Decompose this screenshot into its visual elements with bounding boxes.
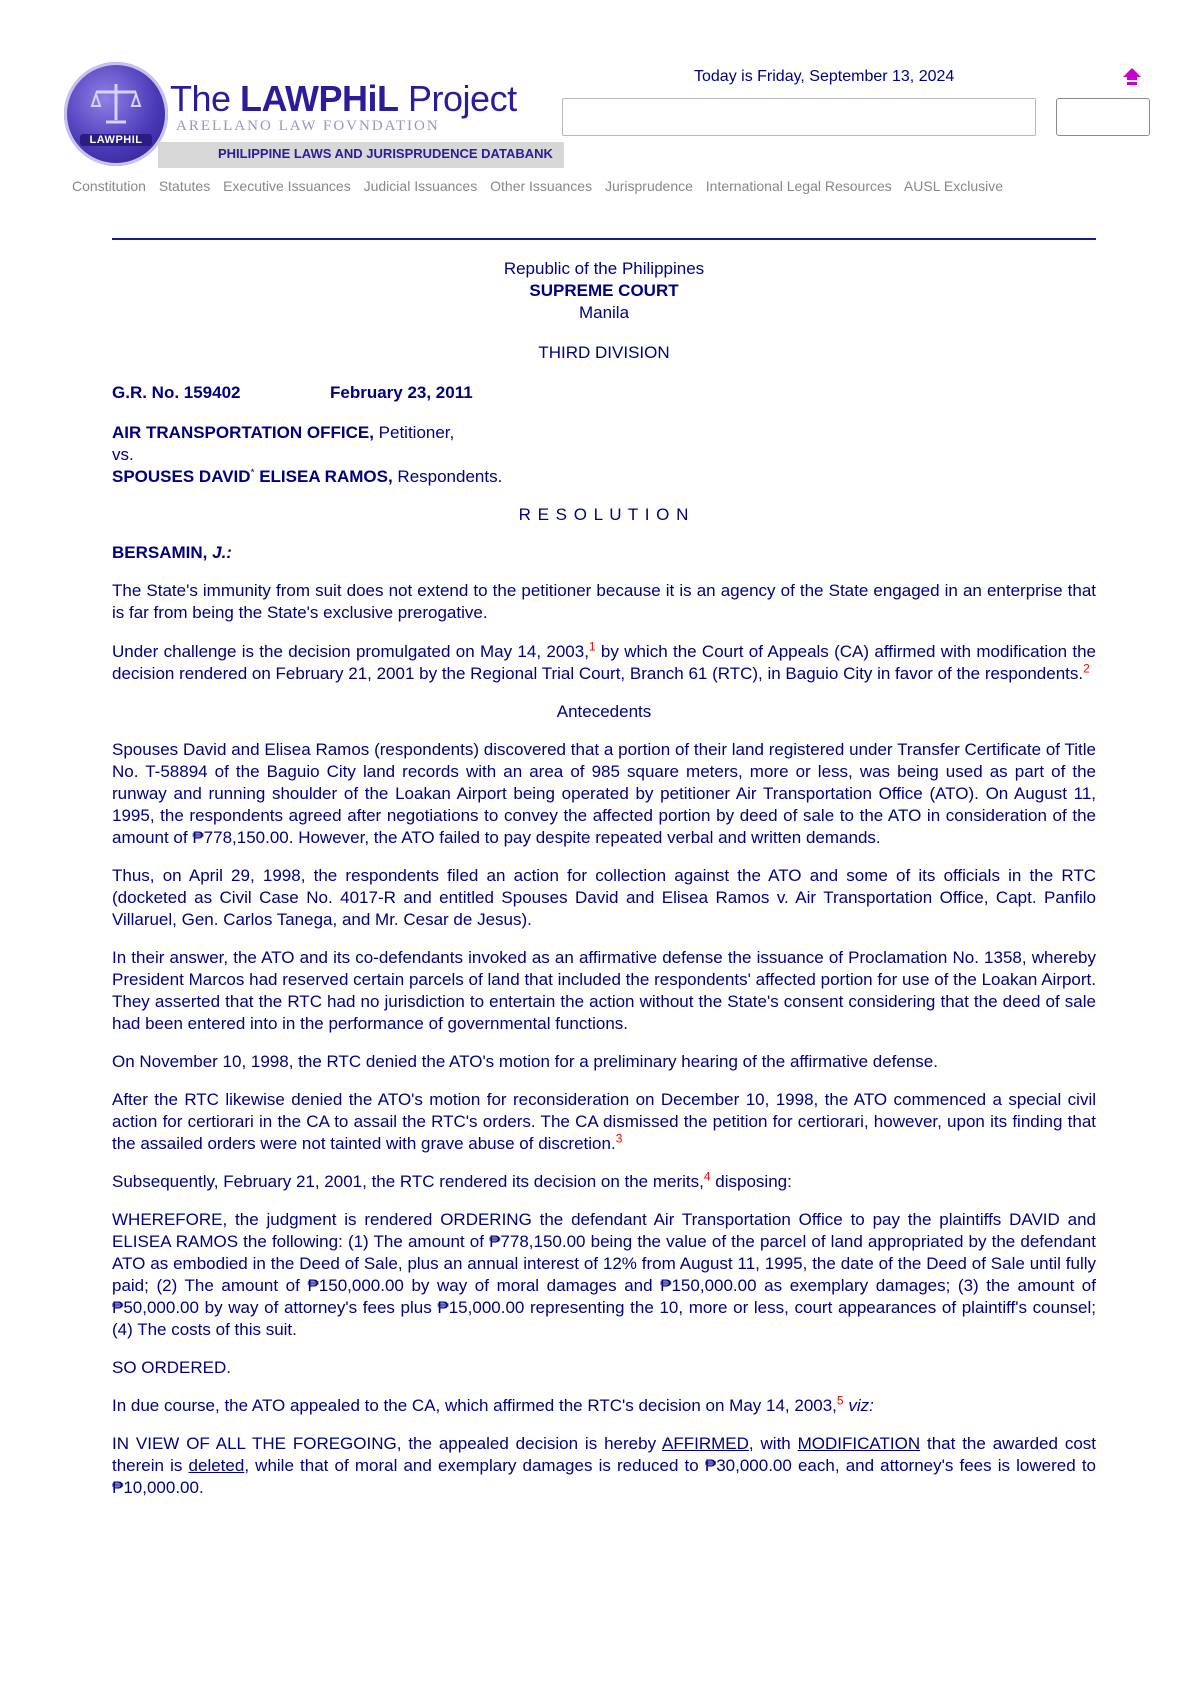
ca-dispositive-text-c: that the awarded cost therein is bbox=[112, 1434, 1096, 1475]
petitioner-line bbox=[112, 422, 1096, 444]
paragraph-6: On November 10, 1998, the RTC denied the ATO's motion for a preliminary hearing of the affirmative defense. bbox=[112, 1052, 938, 1071]
paragraph-3: Spouses David and Elisea Ramos (respondents) discovered that a portion of their land registered under Transfer Certificate of Title No. T-58894 of the Baguio City land records with an area of 985 square meters, more or less, was being used as part of the runway and running shoulder of the Loakan Airport being operated by petitioner Air Transportation Office (ATO). On August 11, 1995, the respondents agreed after negotiations to convey the affected portion by deed of sale to the ATO in consideration of the amount of ₱778,150.00. However, the ATO failed to pay despite repeated verbal and written demands. bbox=[112, 740, 1096, 847]
footnote-5-link[interactable]: 5 bbox=[836, 1393, 844, 1408]
ca-dispositive-text-a: IN VIEW OF ALL THE FOREGOING, the appealed decision is hereby bbox=[112, 1434, 663, 1453]
scales-of-justice-seal-icon bbox=[64, 62, 168, 166]
paragraph-2-text-a: Under challenge is the decision promulgated on May 14, 2003, bbox=[112, 642, 589, 661]
respondent-name-b: ELISEA RAMOS, bbox=[254, 467, 393, 486]
deleted-word: deleted bbox=[188, 1456, 245, 1475]
search-input[interactable] bbox=[562, 98, 1036, 136]
resolution-heading: R E S O L U T I O N bbox=[518, 505, 690, 524]
paragraph-7 bbox=[112, 1089, 1096, 1155]
nav-other-issuances[interactable]: Other Issuances bbox=[490, 178, 593, 194]
ca-dispositive-text-b: , with bbox=[748, 1434, 798, 1453]
so-ordered: SO ORDERED. bbox=[112, 1358, 232, 1377]
respondent-role: Respondents. bbox=[392, 467, 503, 486]
respondent-name-a: SPOUSES DAVID bbox=[112, 467, 251, 486]
seal-label: LAWPHIL bbox=[80, 134, 152, 146]
court-name: SUPREME COURT bbox=[529, 281, 679, 300]
logo-title-suffix: Project bbox=[398, 78, 517, 119]
logo-title-bold: LAWPHiL bbox=[240, 78, 399, 119]
paragraph-5: In their answer, the ATO and its co-defendants invoked as an affirmative defense the issuance of Proclamation No. 1358, whereby President Marcos had reserved certain parcels of land that included the respondents' affected portion for use of the Loakan Airport. They asserted that the RTC had no jurisdiction to entertain the action without the State's consent considering that the deed of sale had been entered into in the performance of governmental functions. bbox=[112, 948, 1096, 1033]
ponente-title: J.: bbox=[212, 543, 232, 562]
ca-dispositive bbox=[112, 1433, 1096, 1499]
site-logo[interactable] bbox=[58, 56, 564, 170]
decision-document bbox=[112, 258, 1096, 1499]
footnote-4-link[interactable]: 4 bbox=[703, 1169, 711, 1184]
petitioner-role: Petitioner, bbox=[373, 423, 455, 442]
ca-dispositive-text-d: , while that of moral and exemplary damages is reduced to ₱30,000.00 each, and attorney's fees is lowered to ₱10,000.00. bbox=[112, 1456, 1097, 1497]
logo-subtitle: ARELLANO LAW FOVNDATION bbox=[176, 118, 440, 134]
paragraph-1: The State's immunity from suit does not extend to the petitioner because it is an agency of the State engaged in an enterprise that is far from being the State's exclusive prerogative. bbox=[112, 581, 1096, 622]
republic-line: Republic of the Philippines bbox=[503, 259, 705, 278]
nav-ausl-exclusive[interactable]: AUSL Exclusive bbox=[903, 178, 1003, 194]
logo-title-plain: The bbox=[170, 78, 241, 119]
paragraph-2-text-b: by which the Court of Appeals (CA) affirmed with modification the decision rendered on February 21, 2001 by the Regional Trial Court, Branch 61 (RTC), in Baguio City in favor of the respondents. bbox=[112, 642, 1096, 683]
ponente bbox=[112, 542, 1096, 564]
ponente-name: BERSAMIN, bbox=[112, 543, 213, 562]
versus: vs. bbox=[112, 445, 134, 464]
main-nav bbox=[72, 178, 1012, 194]
respondent-footnote-mark[interactable]: * bbox=[250, 467, 255, 479]
paragraph-8 bbox=[112, 1171, 1096, 1193]
parties bbox=[112, 422, 1096, 488]
affirmed-word: AFFIRMED bbox=[662, 1434, 749, 1453]
search-button[interactable] bbox=[1056, 98, 1150, 136]
paragraph-7-text: After the RTC likewise denied the ATO's motion for reconsideration on December 10, 1998, the ATO commenced a special civil action for certiorari in the CA to assail the RTC's orders. The CA dismissed the petition for certiorari, however, upon its finding that the assailed orders were not tainted with grave abuse of discretion. bbox=[112, 1090, 1096, 1153]
respondent-line bbox=[112, 466, 1096, 488]
paragraph-11 bbox=[112, 1395, 1096, 1417]
footnote-3-link[interactable]: 3 bbox=[615, 1131, 623, 1146]
nav-constitution[interactable]: Constitution bbox=[72, 178, 146, 194]
paragraph-11-text-b: viz: bbox=[843, 1396, 874, 1415]
paragraph-8-text-b: disposing: bbox=[710, 1172, 792, 1191]
paragraph-11-text-a: In due course, the ATO appealed to the CA, which affirmed the RTC's decision on May 14, 2003, bbox=[112, 1396, 837, 1415]
logo-tagline-bar bbox=[158, 142, 564, 168]
nav-statutes[interactable]: Statutes bbox=[158, 178, 211, 194]
footnote-1-link[interactable]: 1 bbox=[588, 639, 596, 654]
home-icon[interactable] bbox=[1121, 66, 1143, 88]
division: THIRD DIVISION bbox=[538, 343, 670, 362]
footnote-2-link[interactable]: 2 bbox=[1083, 661, 1090, 676]
paragraph-4: Thus, on April 29, 1998, the respondents filed an action for collection against the ATO and some of its officials in the RTC (docketed as Civil Case No. 4017-R and entitled Spouses David and Elisea Ramos v. Air Transportation Office, Capt. Panfilo Villaruel, Gen. Carlos Tanega, and Mr. Cesar de Jesus). bbox=[112, 866, 1096, 929]
logo-title bbox=[170, 78, 517, 120]
modification-word: MODIFICATION bbox=[797, 1434, 921, 1453]
rtc-dispositive: WHEREFORE, the judgment is rendered ORDERING the defendant Air Transportation Office to pay the plaintiffs DAVID and ELISEA RAMOS the following: (1) The amount of ₱778,150.00 being the value of the parcel of land appropriated by the defendant ATO as embodied in the Deed of Sale, plus an annual interest of 12% from August 11, 1995, the date of the Deed of Sale until fully paid; (2) The amount of ₱150,000.00 by way of moral damages and ₱150,000.00 as exemplary damages; (3) the amount of ₱50,000.00 by way of attorney's fees plus ₱15,000.00 representing the 10, more or less, court appearances of plaintiff's counsel; (4) The costs of this suit. bbox=[112, 1210, 1096, 1339]
gr-number: G.R. No. 159402 bbox=[112, 383, 241, 402]
petitioner-name: AIR TRANSPORTATION OFFICE, bbox=[112, 423, 374, 442]
nav-jurisprudence[interactable]: Jurisprudence bbox=[604, 178, 693, 194]
court-city: Manila bbox=[578, 303, 630, 322]
nav-executive-issuances[interactable]: Executive Issuances bbox=[223, 178, 351, 194]
case-caption bbox=[112, 382, 1096, 404]
logo-tagline: PHILIPPINE LAWS AND JURISPRUDENCE DATABANK bbox=[218, 146, 553, 161]
nav-international-legal-resources[interactable]: International Legal Resources bbox=[705, 178, 892, 194]
decision-date: February 23, 2011 bbox=[329, 383, 473, 402]
antecedents-heading: Antecedents bbox=[556, 702, 652, 721]
scales-icon bbox=[88, 80, 144, 126]
paragraph-2 bbox=[112, 641, 1096, 685]
today-date: Today is Friday, September 13, 2024 bbox=[694, 68, 955, 85]
header-divider bbox=[112, 238, 1096, 240]
nav-judicial-issuances[interactable]: Judicial Issuances bbox=[363, 178, 478, 194]
paragraph-8-text-a: Subsequently, February 21, 2001, the RTC rendered its decision on the merits, bbox=[112, 1172, 704, 1191]
